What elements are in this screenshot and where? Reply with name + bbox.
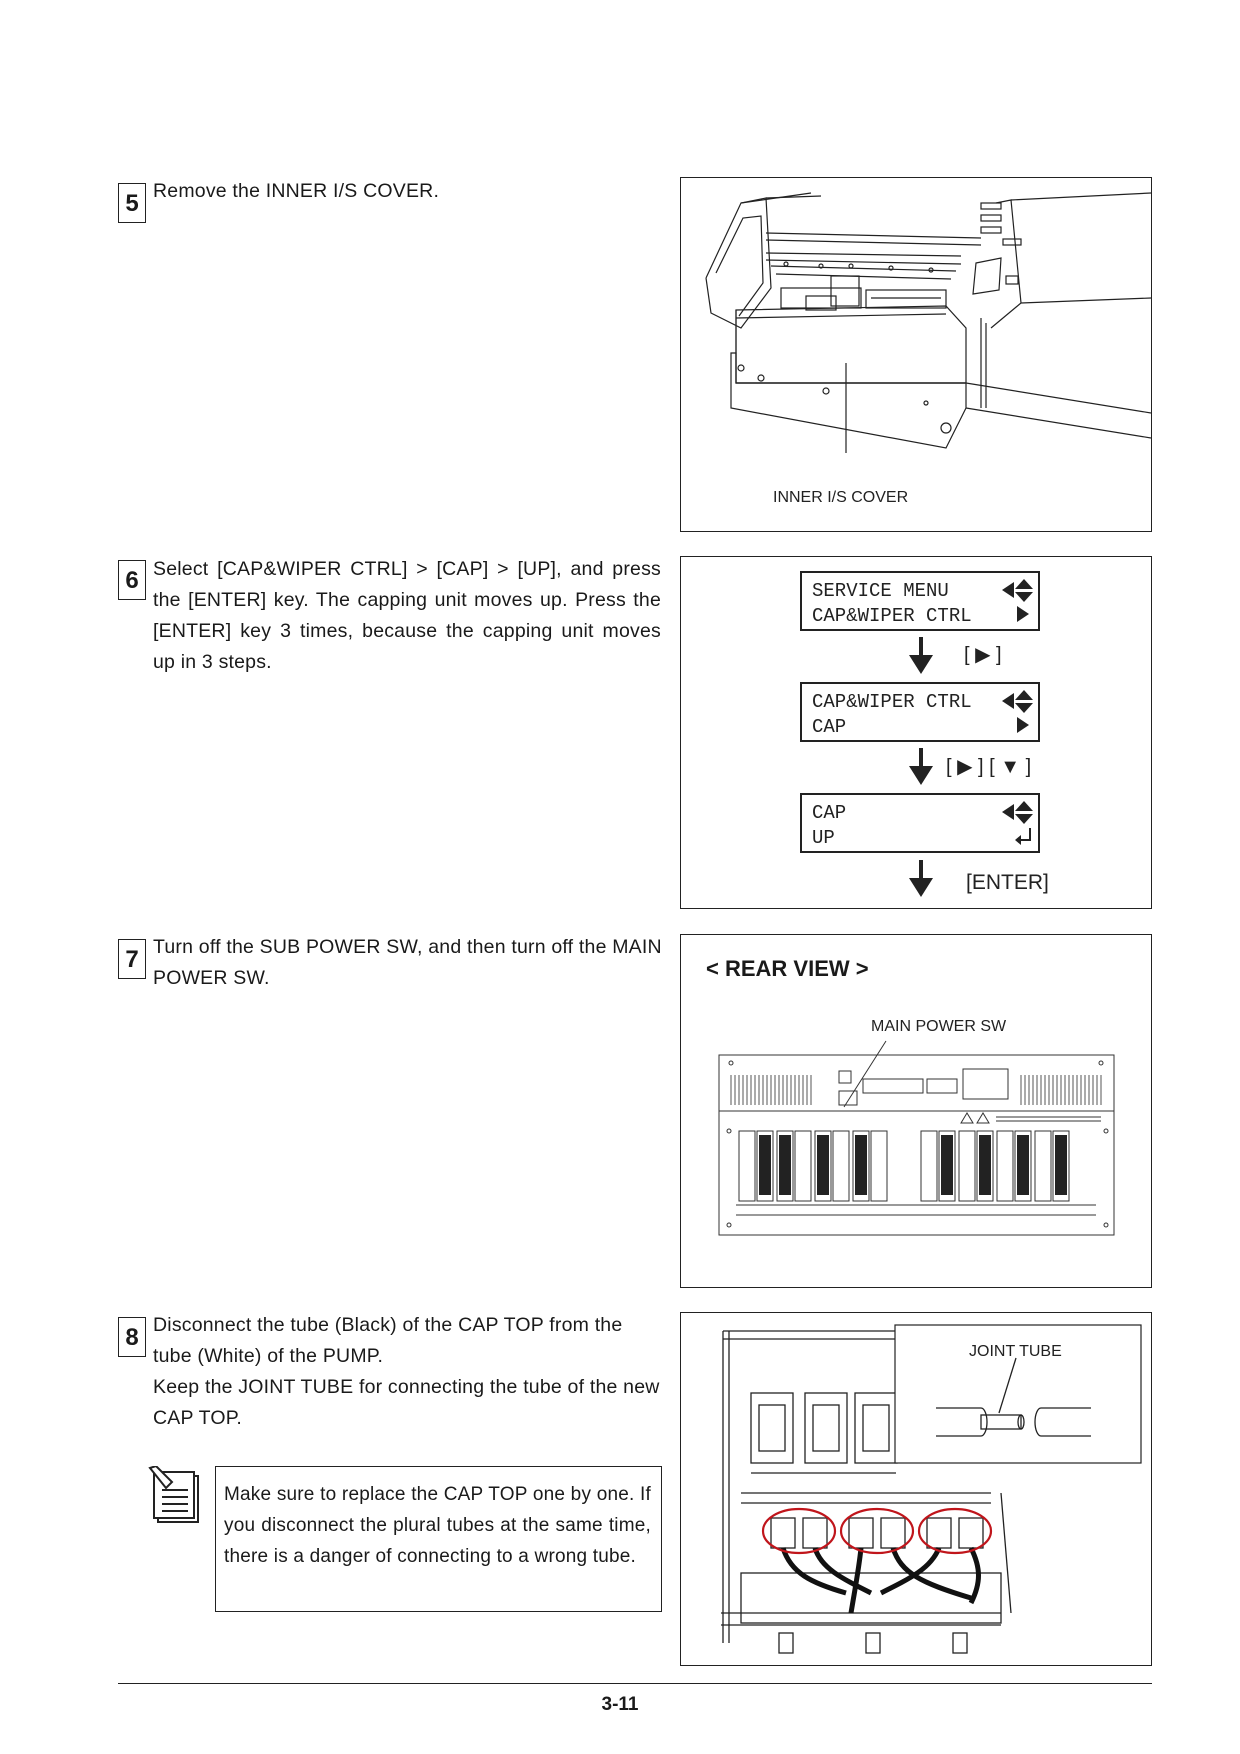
note-box: [215, 1466, 662, 1612]
memo-pencil-icon: [148, 1466, 204, 1526]
step-6-text: [153, 554, 661, 678]
down-arrow-icon: [908, 860, 934, 898]
left-up-down-arrows-icon: [1000, 688, 1036, 714]
callout-inner-is-cover: INNER I/S COVER: [773, 489, 909, 506]
lcd-line: CAP&WIPER CTRL: [812, 691, 972, 713]
step-6-line: Select [CAP&WIPER CTRL] > [CAP] > [UP], and press the [ENTER] key. The capping unit moves up. Press the [ENTER] key 3 times, because the capping unit moves up in 3 steps.: [153, 558, 661, 673]
figure-inner-is-cover: [680, 177, 1152, 532]
step-5-line: Remove the INNER I/S COVER.: [153, 180, 440, 202]
lcd-line: CAP: [812, 716, 847, 738]
rear-view-title: < REAR VIEW >: [706, 956, 869, 981]
left-up-down-arrows-icon: [1000, 577, 1036, 603]
lcd-line: UP: [812, 827, 835, 849]
capping-unit-illustration: [681, 1313, 1151, 1665]
key-label-right-down: [ ▶ ] [ ▼ ]: [946, 756, 1032, 778]
page-number: 3-11: [601, 1694, 639, 1715]
lcd-line: CAP&WIPER CTRL: [812, 605, 972, 627]
lcd-line: CAP: [812, 802, 847, 824]
step-8-text: [153, 1310, 663, 1434]
step-number-6: 6: [118, 560, 146, 600]
lcd-line: SERVICE MENU: [812, 580, 949, 602]
step-5-text: [153, 176, 663, 207]
step-number-5: 5: [118, 183, 146, 223]
left-up-down-arrows-icon: [1000, 799, 1036, 825]
step-7-line: Turn off the SUB POWER SW, and then turn off the MAIN POWER SW.: [153, 936, 662, 989]
lcd-screen-cap-wiper-ctrl: [800, 682, 1040, 742]
step-7-text: [153, 932, 663, 994]
rear-panel-illustration: [681, 1035, 1151, 1285]
right-arrow-icon: [1015, 604, 1031, 624]
lcd-screen-service-menu: [800, 571, 1040, 631]
lcd-screen-cap-up: [800, 793, 1040, 853]
figure-joint-tube: [680, 1312, 1152, 1666]
footer-rule: [118, 1683, 1152, 1684]
figure-rear-view: [680, 934, 1152, 1288]
key-label-right: [ ▶ ]: [964, 644, 1002, 666]
callout-joint-tube: JOINT TUBE: [969, 1343, 1062, 1360]
step-8-line: Disconnect the tube (Black) of the CAP TOP from the tube (White) of the PUMP.: [153, 1314, 623, 1367]
callout-main-power-sw: MAIN POWER SW: [871, 1018, 1007, 1035]
down-arrow-icon: [908, 748, 934, 786]
down-arrow-icon: [908, 637, 934, 675]
step-number-8: 8: [118, 1317, 146, 1357]
step-8-line: Keep the JOINT TUBE for connecting the tube of the new CAP TOP.: [153, 1376, 660, 1429]
key-label-enter: [ENTER]: [966, 871, 1049, 894]
figure-service-menu-sequence: [680, 556, 1152, 909]
enter-return-icon: [1014, 826, 1034, 846]
note-text: Make sure to replace the CAP TOP one by one. If you disconnect the plural tubes at the same time, there is a danger of connecting to a wrong tube.: [224, 1484, 651, 1567]
right-arrow-icon: [1015, 715, 1031, 735]
step-number-7: 7: [118, 939, 146, 979]
printer-front-illustration: [681, 178, 1151, 531]
